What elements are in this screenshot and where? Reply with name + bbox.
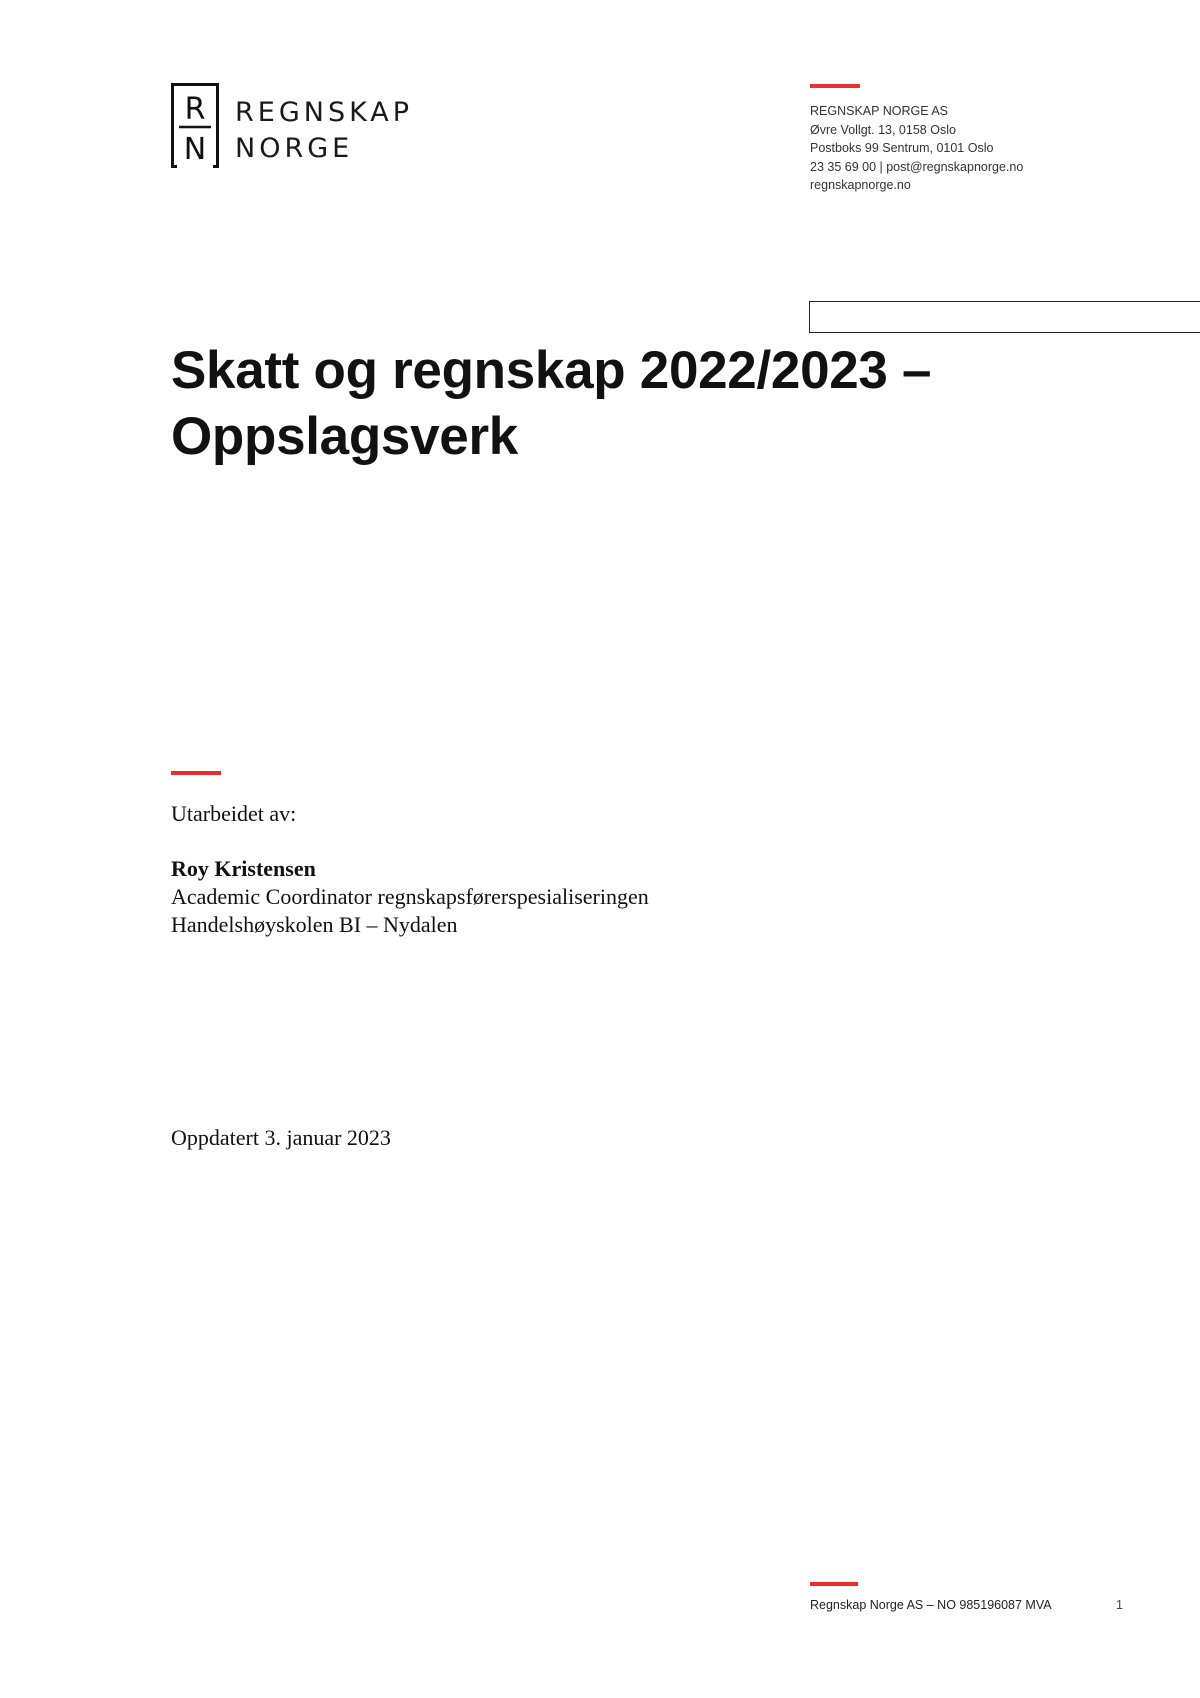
page-number: 1 (1116, 1598, 1123, 1612)
company-address (810, 102, 1023, 195)
author-accent-line (171, 771, 221, 775)
regnskap-norge-logo (171, 83, 413, 171)
footer-accent-line (810, 1582, 858, 1586)
author-role: Academic Coordinator regnskapsførerspesialiseringen (171, 884, 649, 909)
street-address: Øvre Vollgt. 13, 0158 Oslo (810, 122, 956, 137)
footer-text: Regnskap Norge AS – NO 985196087 MVA (810, 1598, 1052, 1612)
logo-wordmark-line1: REGNSKAP (235, 97, 414, 128)
logo-frame-icon (171, 83, 219, 171)
website: regnskapnorge.no (810, 178, 911, 192)
logo-letter-r: R (184, 92, 206, 127)
empty-field-box (809, 301, 1200, 333)
logo-letter-n: N (183, 132, 207, 167)
logo-wordmark-line2: NORGE (235, 133, 354, 164)
company-name: REGNSKAP NORGE AS (810, 104, 949, 118)
contact-info: 23 35 69 00 | post@regnskapnorge.no (810, 159, 1024, 174)
logo-mark (171, 83, 219, 171)
updated-date: Oppdatert 3. januar 2023 (171, 1125, 391, 1150)
postbox-address: Postboks 99 Sentrum, 0101 Oslo (810, 141, 994, 155)
author-block (171, 855, 649, 939)
title-line2: Oppslagsverk (171, 407, 518, 466)
document-title (171, 338, 1071, 470)
author-institution: Handelshøyskolen BI – Nydalen (171, 912, 458, 937)
address-accent-line (810, 84, 860, 88)
logo-wordmark (235, 95, 413, 167)
prepared-by-label: Utarbeidet av: (171, 801, 297, 826)
title-line1: Skatt og regnskap 2022/2023 – (171, 341, 932, 400)
author-name: Roy Kristensen (171, 856, 316, 881)
